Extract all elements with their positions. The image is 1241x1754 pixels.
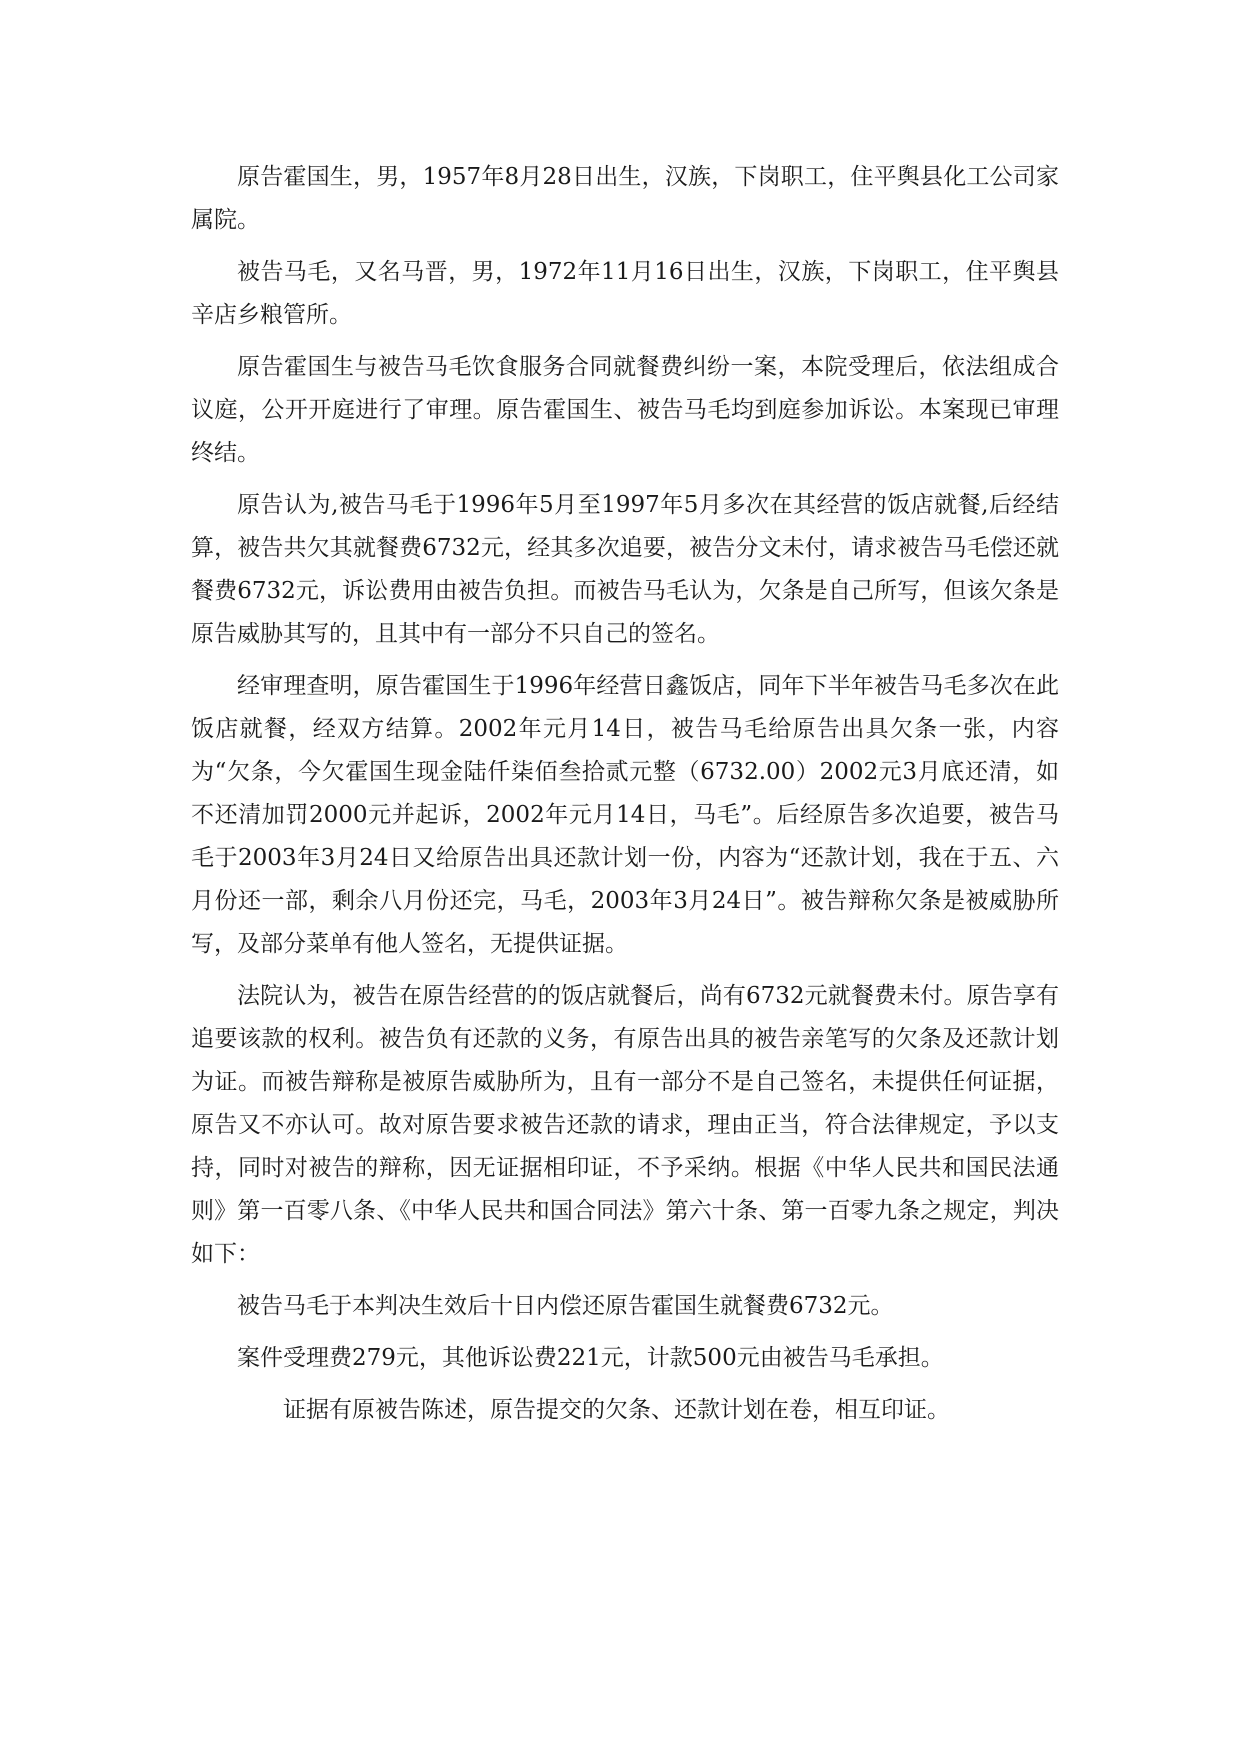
- claims-paragraph: 原告认为,被告马毛于1996年5月至1997年5月多次在其经营的饭店就餐,后经结算，被告共欠其就餐费6732元，经其多次追要，被告分文未付，请求被告马毛偿还就餐费6732元，诉讼费用由被告负担。而被告马毛认为，欠条是自己所写，但该欠条是原告威胁其写的，且其中有一部分不只自己的签名。: [191, 492, 1059, 647]
- findings-paragraph: 经审理查明，原告霍国生于1996年经营日鑫饭店，同年下半年被告马毛多次在此饭店就餐，经双方结算。2002年元月14日，被告马毛给原告出具欠条一张，内容为“欠条，今欠霍国生现金陆仟柒佰叁拾贰元整（6732.00）2002元3月底还清，如不还清加罚2000元并起诉，2002年元月14日，马毛”。后经原告多次追要，被告马毛于2003年3月24日又给原告出具还款计划一份，内容为“还款计划，我在于五、六月份还一部，剩余八月份还完，马毛，2003年3月24日”。被告辩称欠条是被威胁所写，及部分菜单有他人签名，无提供证据。: [191, 673, 1059, 957]
- fees-paragraph: 案件受理费279元，其他诉讼费221元，计款500元由被告马毛承担。: [237, 1345, 944, 1371]
- document-body: [191, 156, 1059, 1441]
- evidence-paragraph: 证据有原被告陈述，原告提交的欠条、还款计划在卷，相互印证。: [283, 1397, 950, 1423]
- judgment-paragraph: 被告马毛于本判决生效后十日内偿还原告霍国生就餐费6732元。: [237, 1293, 894, 1319]
- plaintiff-info-paragraph: 原告霍国生，男，1957年8月28日出生，汉族，下岗职工，住平舆县化工公司家属院。: [191, 164, 1059, 233]
- court-opinion-paragraph: 法院认为，被告在原告经营的的饭店就餐后，尚有6732元就餐费未付。原告享有追要该款的权利。被告负有还款的义务，有原告出具的被告亲笔写的欠条及还款计划为证。而被告辩称是被原告威胁所为，且有一部分不是自己签名，未提供任何证据，原告又不亦认可。故对原告要求被告还款的请求，理由正当，符合法律规定，予以支持，同时对被告的辩称，因无证据相印证，不予采纳。根据《中华人民共和国民法通则》第一百零八条、《中华人民共和国合同法》第六十条、第一百零九条之规定，判决如下：: [191, 983, 1059, 1267]
- defendant-info-paragraph: 被告马毛，又名马晋，男，1972年11月16日出生，汉族，下岗职工，住平舆县辛店乡粮管所。: [191, 259, 1059, 328]
- case-overview-paragraph: 原告霍国生与被告马毛饮食服务合同就餐费纠纷一案，本院受理后，依法组成合议庭，公开开庭进行了审理。原告霍国生、被告马毛均到庭参加诉讼。本案现已审理终结。: [191, 354, 1059, 466]
